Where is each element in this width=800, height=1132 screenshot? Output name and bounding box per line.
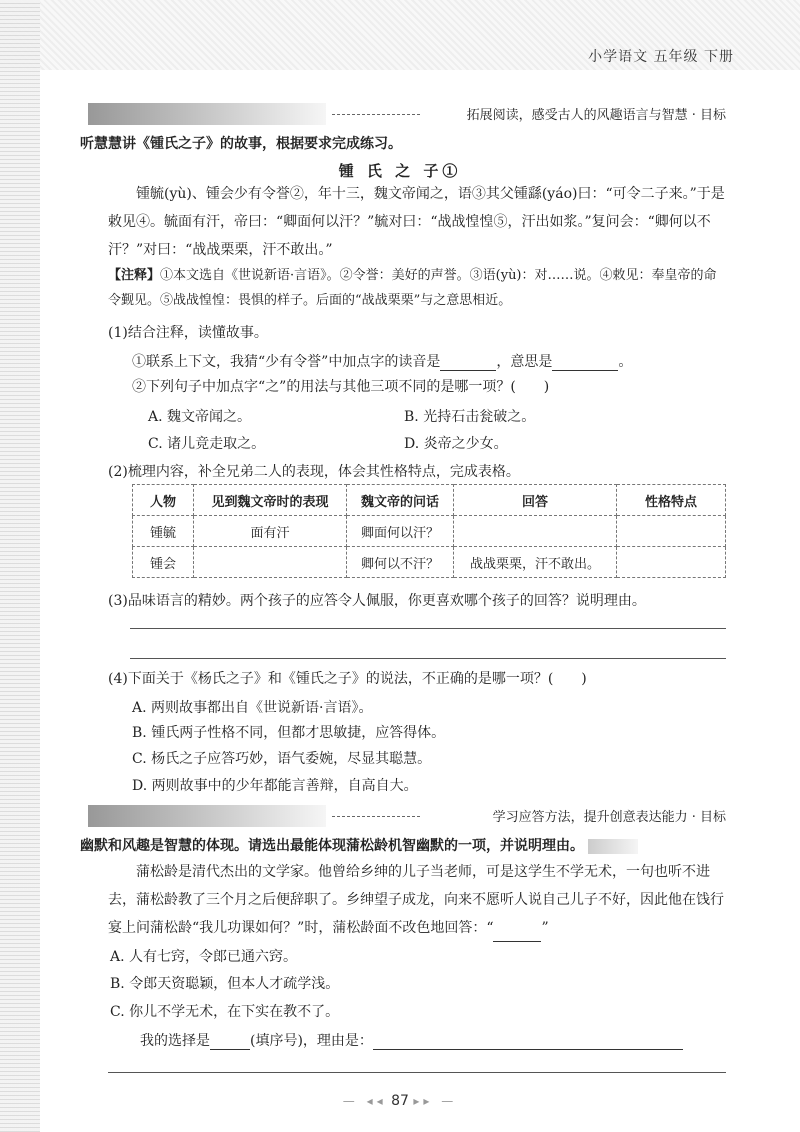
section-badge: [88, 805, 326, 827]
answer-blank[interactable]: [552, 356, 618, 371]
section-instruction: 幽默和风趣是智慧的体现。请选出最能体现蒲松龄机智幽默的一项，并说明理由。: [80, 835, 730, 855]
s2-option-b[interactable]: B. 令郎天资聪颖，但本人才疏学浅。: [110, 976, 340, 992]
story-notes: [108, 263, 728, 313]
story-text: 锺毓(yù)、锺会少有令誉②，年十三，魏文帝闻之，语③其父锺繇(yáo)曰：“可令二子来。”于是敕见④。毓面有汗，帝曰：“卿面何以汗？”毓对曰：“战战惶惶⑤，汗出如浆。”复问会：“卿何以不汗？”对曰：“战战栗栗，汗不敢出。”: [108, 186, 725, 258]
table-cell-blank[interactable]: [617, 516, 726, 547]
answer-line[interactable]: [108, 1072, 726, 1073]
table-cell: 卿何以不汗？: [347, 547, 454, 578]
choice-line: 我的选择是 (填序号)，理由是：: [140, 1030, 728, 1050]
table-cell: 锺毓: [133, 516, 194, 547]
table-row: [133, 516, 726, 547]
pusongling-story: 蒲松龄是清代杰出的文学家。他曾给乡绅的儿子当老师，可是这学生不学无术，一句也听不进去，蒲松龄教了三个月之后便辞职了。乡绅望子成龙，向来不愿听人说自己儿子不好，因此他在饯行宴上问蒲松龄“我儿功课如何？”时，蒲松龄面不改色地回答：“ ”: [108, 858, 728, 942]
q1-stem: (1)结合注释，读懂故事。: [108, 325, 268, 341]
q4-option-d[interactable]: D. 两则故事中的少年都能言善辩，自高自大。: [132, 778, 418, 794]
page-header: 小学语文 五年级 下册: [588, 49, 734, 65]
table-header: 魏文帝的问话: [347, 485, 454, 516]
s2-option-c[interactable]: C. 你儿不学无术，在下实在教不了。: [110, 1004, 340, 1020]
table-cell-blank[interactable]: [617, 547, 726, 578]
answer-line[interactable]: [130, 658, 726, 659]
divider: [332, 114, 420, 115]
section-bar-2: [88, 805, 726, 827]
footer-ornament: ▸▸ —: [413, 1094, 458, 1108]
q1-option-a[interactable]: A. 魏文帝闻之。: [148, 409, 252, 425]
answer-line[interactable]: [130, 628, 726, 629]
q1-option-d[interactable]: D. 炎帝之少女。: [404, 436, 508, 452]
page-footer: [0, 1093, 800, 1109]
answer-blank[interactable]: [210, 1035, 250, 1050]
story-title: 锺 氏 之 子①: [338, 162, 462, 180]
answer-blank[interactable]: [373, 1035, 683, 1050]
q1-option-c[interactable]: C. 诸儿竞走取之。: [148, 436, 266, 452]
s2-option-a[interactable]: A. 人有七窍，令郎已通六窍。: [110, 949, 298, 965]
divider: [332, 816, 420, 817]
q4-option-c[interactable]: C. 杨氏之子应答巧妙，语气委婉，尽显其聪慧。: [132, 751, 432, 767]
q4-option-b[interactable]: B. 锺氏两子性格不同，但都才思敏捷，应答得体。: [132, 725, 446, 741]
section-goal: 拓展阅读，感受古人的风趣语言与智慧 · 目标: [466, 108, 726, 123]
brothers-table: [132, 484, 726, 578]
q3-stem: (3)品味语言的精妙。两个孩子的应答令人佩服，你更喜欢哪个孩子的回答？说明理由。: [108, 593, 646, 609]
page-number: 87: [391, 1093, 409, 1109]
table-row: [133, 547, 726, 578]
q1-sub2: ②下列句子中加点字“之”的用法与其他三项不同的是哪一项？( ): [132, 379, 550, 395]
table-cell: 锺会: [133, 547, 194, 578]
footer-ornament: — ◂◂: [342, 1094, 387, 1108]
table-cell: 战战栗栗，汗不敢出。: [454, 547, 617, 578]
table-header: 见到魏文帝时的表现: [194, 485, 347, 516]
table-header: 性格特点: [617, 485, 726, 516]
table-cell: 面有汗: [194, 516, 347, 547]
note-text: ①本文选自《世说新语·言语》。②令誉：美好的声誉。③语(yù)：对……说。④敕见：奉皇帝的命令觐见。⑤战战惶惶：畏惧的样子。后面的“战战栗栗”与之意思相近。: [108, 268, 717, 308]
section-bar-1: [88, 103, 726, 125]
table-cell: 卿面何以汗？: [347, 516, 454, 547]
section-badge: [88, 103, 326, 125]
q4-option-a[interactable]: A. 两则故事都出自《世说新语·言语》。: [132, 700, 373, 716]
table-header: 回答: [454, 485, 617, 516]
q1-sub1: ①联系上下文，我猜“少有令誉”中加点字的读音是 ，意思是 。: [132, 354, 633, 370]
stamp-tag: [588, 839, 638, 854]
table-header: 人物: [133, 485, 194, 516]
section-goal: 学习应答方法，提升创意表达能力 · 目标: [492, 810, 726, 825]
section-instruction: 听慧慧讲《锺氏之子》的故事，根据要求完成练习。: [80, 136, 402, 152]
q2-stem: (2)梳理内容，补全兄弟二人的表现，体会其性格特点，完成表格。: [108, 464, 520, 480]
answer-blank[interactable]: [493, 927, 541, 942]
table-cell-blank[interactable]: [454, 516, 617, 547]
table-header-row: [133, 485, 726, 516]
answer-blank[interactable]: [440, 356, 496, 371]
q1-option-b[interactable]: B. 光持石击瓮破之。: [404, 409, 536, 425]
note-label: 【注释】: [108, 268, 161, 283]
table-cell-blank[interactable]: [194, 547, 347, 578]
q4-stem: (4)下面关于《杨氏之子》和《锺氏之子》的说法，不正确的是哪一项？( ): [108, 671, 587, 687]
